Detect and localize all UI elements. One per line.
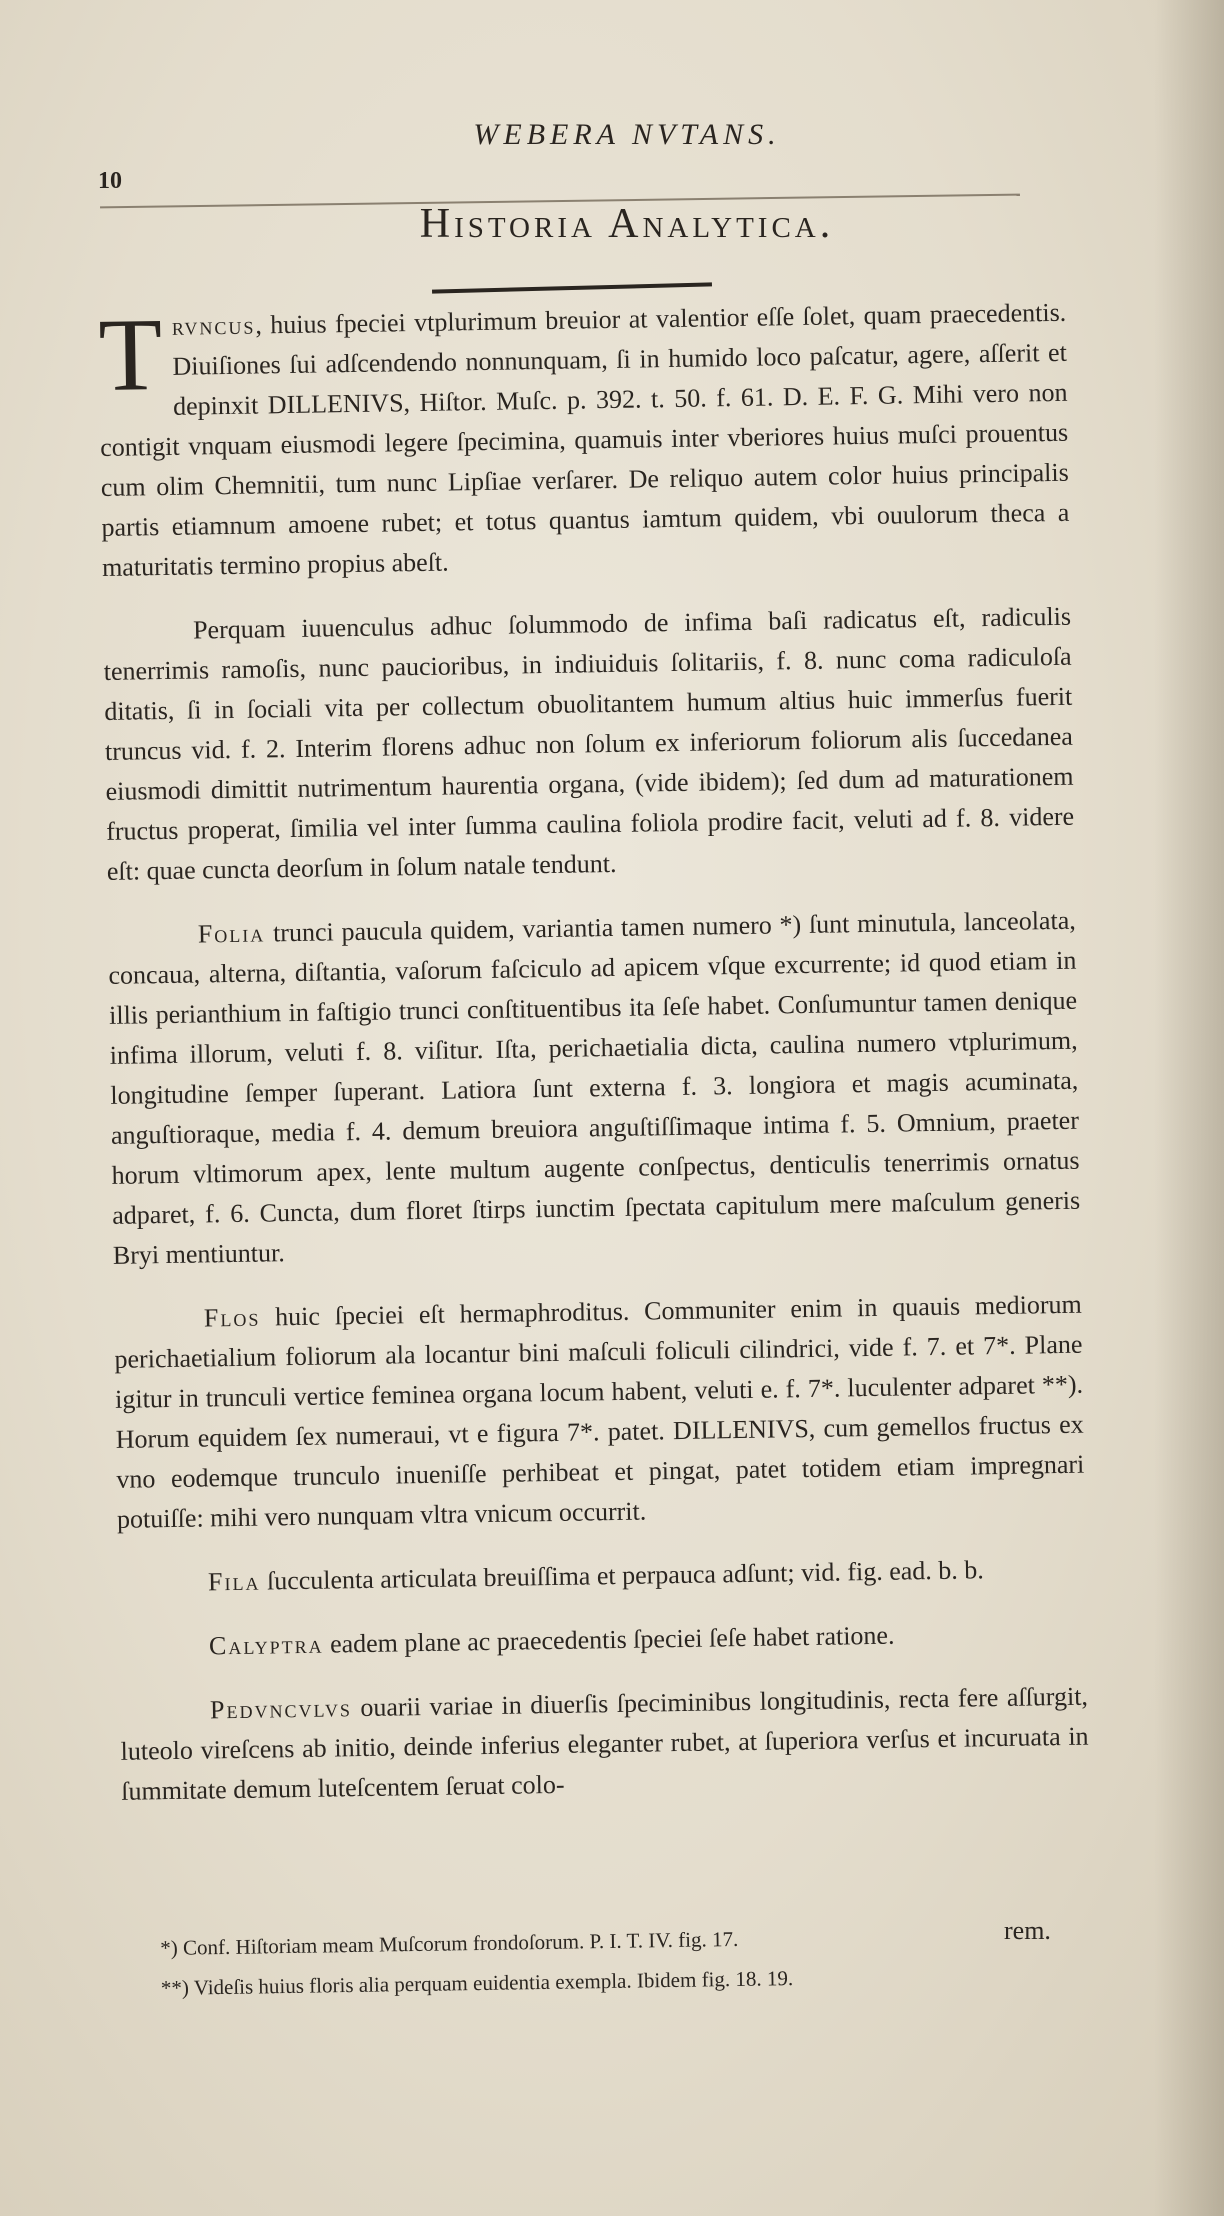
paragraph-fila xyxy=(118,1549,1087,1604)
paragraph-text: ſucculenta articulata breuiſſima et perpauca adſunt; vid. fig. ead. b. b. xyxy=(260,1555,984,1596)
catchword: rem. xyxy=(1004,1916,1051,1945)
paragraph-radicatus xyxy=(103,597,1075,892)
drop-cap: T xyxy=(97,297,164,413)
title-rule xyxy=(432,282,712,293)
paragraph-lead: Calyptra xyxy=(208,1629,324,1661)
paragraph-lead: Folia xyxy=(197,918,266,949)
paragraph-flos xyxy=(114,1285,1086,1540)
paragraph-text: ouarii variae in diuerſis ſpeciminibus longitudinis, recta fere aſſurgit, luteolo vireſcens ab initio, deinde inferius eleganter rubet, at ſuperiora verſus et incuruata in ſummitate demum luteſcentem ſeruat colo- xyxy=(120,1681,1089,1806)
paragraph-text: trunci paucula quidem, variantia tamen numero *) ſunt minutula, lanceolata, concaua, alterna, diſtantia, vaſorum faſciculo ad apicem vſque excurrente; id quod etiam in illis perianthium in faſtigio trunci conſtituentibus ita ſeſe habet. Conſumuntur tamen denique infima illorum, veluti f. 8. viſitur. Iſta, perichaetialia dicta, caulina numero vtplurimum, longitudine ſemper ſuperant. Latiora ſunt externa f. 3. longiora et magis acuminata, anguſtioraque, media f. 4. demum breuiora anguſtiſſimaque intima f. 5. Omnium, praeter horum vltimorum apex, lente multum augente conſpectus, denticulis tenerrimis ornatus adparet, f. 6. Cuncta, dum floret ſtirps iunctim ſpectata capitulum mere maſculum generis Bryi mentiuntur. xyxy=(108,905,1081,1270)
paragraph-text: , huius fpeciei vtplurimum breuior at valentior eſſe ſolet, quam praecedentis. Diuiſiones ſui adſcendendo nonnunquam, ſi in humido loco paſcatur, agere, aſſerit et depinxit DILLENIVS, Hiſtor. Muſc. p. 392. t. 50. f. 61. D. E. F. G. Mihi vero non contigit vnquam eiusmodi legere ſpecimina, quamuis inter vberiores huius muſci prouentus cum olim Chemnitii, tum nunc Lipſiae verſarer. De reliquo autem color huius principalis partis etiamnum amoene rubet; et totus quantus iamtum quidem, vbi ouulorum theca a maturitatis termino propius abeſt. xyxy=(99,297,1070,582)
paragraph-pedunculus xyxy=(120,1677,1090,1812)
running-head: WEBERA NVTANS. xyxy=(473,118,781,151)
page-number: 10 xyxy=(98,168,122,194)
paragraph-text: eadem plane ac praecedentis ſpeciei ſeſe habet ratione. xyxy=(323,1620,895,1659)
body-text xyxy=(98,293,1090,1836)
section-title: Historia Analytica. xyxy=(419,201,835,247)
paragraph-lead: Pedvncvlvs xyxy=(209,1693,353,1725)
paragraph-lead: rvncus xyxy=(171,310,256,341)
paragraph-lead: Fila xyxy=(207,1566,261,1597)
footnote: *) Conf. Hiſtoriam meam Muſcorum frondoſorum. P. I. T. IV. fig. 17. xyxy=(160,1926,739,1960)
paragraph-text: huic ſpeciei eſt hermaphroditus. Communiter enim in quauis mediorum perichaetialium foliorum ala locantur bini maſculi foliculi cilindrici, vide f. 7. et 7*. Plane igitur in trunculi vertice feminea organa locum habent, veluti e. f. 7*. luculenter adparet **). Horum equidem ſex numeraui, vt e figura 7*. patet. DILLENIVS, cum gemellos fructus ex vno eodemque trunculo inueniſſe perhibeat et pingat, patet totidem etiam impregnari potuiſſe: mihi vero nunquam vltra vnicum occurrit. xyxy=(114,1289,1085,1534)
footnotes xyxy=(160,1915,981,2008)
spine-shadow xyxy=(1154,0,1224,2216)
paragraph-folia xyxy=(108,901,1082,1276)
footnote: **) Videſis huius floris alia perquam euidentia exempla. Ibidem fig. 18. 19. xyxy=(160,1966,794,2000)
paragraph-text: Perquam iuuenculus adhuc ſolummodo de infima baſi radicatus eſt, radiculis tenerrimis ramoſis, nunc paucioribus, in indiuiduis ſolitariis, f. 8. nunc coma radiculoſa ditatis, ſi in ſociali vita per collectum obuolitantem humum altius huic immerſus fuerit truncus vid. f. 2. Interim florens adhuc non ſolum ex inferiorum foliorum alis ſuccedanea eiusmodi dimittit nutrimentum haurentia organa, (vide ibidem); ſed dum ad maturationem fructus properat, ſimilia vel inter ſumma caulina foliola prodire facit, veluti ad f. 8. videre eſt: quae cuncta deorſum in ſolum natale tendunt. xyxy=(103,601,1075,886)
paragraph-truncus xyxy=(98,293,1070,588)
paragraph-lead: Flos xyxy=(203,1302,261,1333)
paragraph-calyptra xyxy=(119,1613,1088,1668)
